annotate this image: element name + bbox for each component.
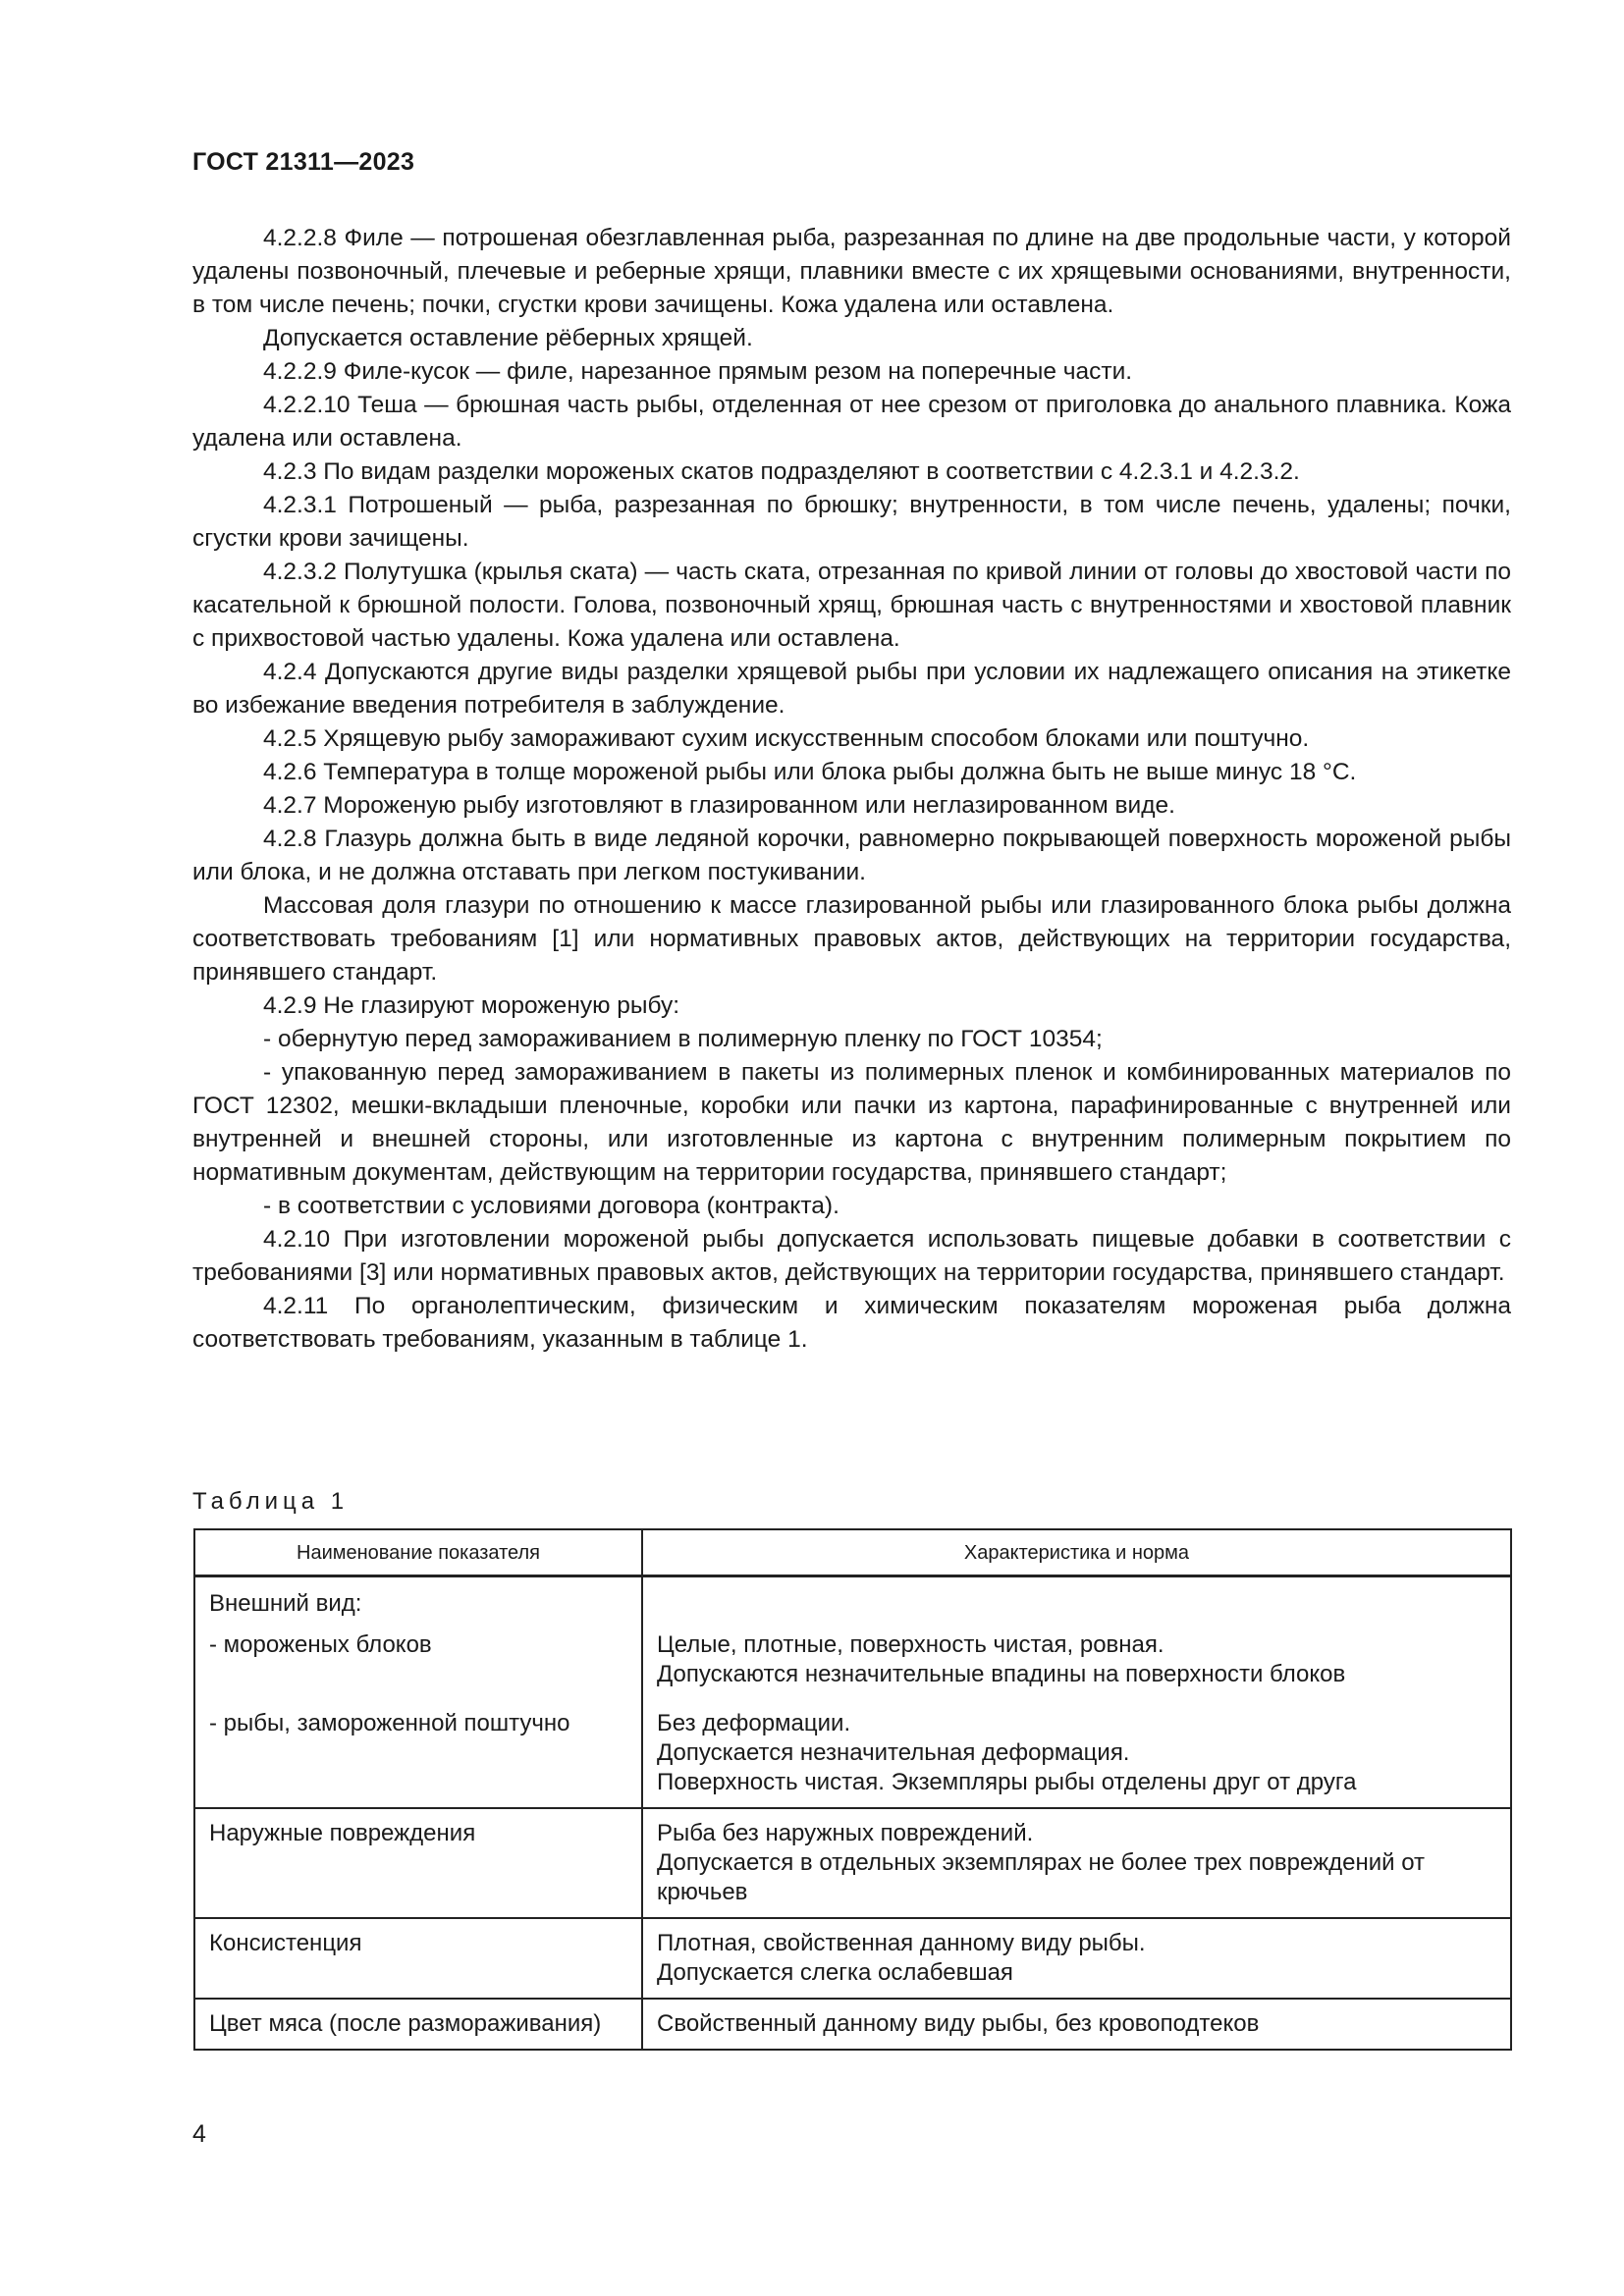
column-header: Наименование показателя [194,1529,642,1576]
table-spacer-row [194,1576,1511,1590]
table-caption: Таблица 1 [192,1488,350,1515]
table-cell [642,1808,1511,1918]
table-row [194,1808,1511,1918]
cell-line: Допускается незначительная деформация. [657,1739,1130,1766]
paragraph: 4.2.2.10 Теша — брюшная часть рыбы, отделенная от нее срезом от приголовка до анального плавника. Кожа удалена или оставлена. [192,392,1511,452]
paragraph: 4.2.5 Хрящевую рыбу замораживают сухим искусственным способом блоками или поштучно. [263,725,1310,752]
cell-line: Рыба без наружных повреждений. [657,1820,1034,1846]
list-item: - обернутую перед замораживанием в полимерную пленку по ГОСТ 10354; [263,1026,1103,1052]
list-item: - упакованную перед замораживанием в пакеты из полимерных пленок и комбинированных материалов по ГОСТ 12302, мешки-вкладыши пленочные, коробки или пачки из картона, парафинированные с внутренней или внутренней и внешней стороны, или изготовленные из картона с внутренним полимерным покрытием по нормативным документам, действующим на территории государства, принявшего стандарт; [192,1059,1511,1186]
table-cell [642,1589,1511,1630]
paragraph: Допускается оставление рёберных хрящей. [263,325,753,351]
cell-line: Без деформации. [657,1710,851,1736]
paragraph: 4.2.2.8 Филе — потрошеная обезглавленная рыба, разрезанная по длине на две продольные части, у которой удалены позвоночный, плечевые и реберные хрящи, плавники вместе с их хрящевыми основаниями, внутренности, в том числе печень; почки, сгустки крови зачищены. Кожа удалена или оставлена. [192,225,1511,318]
paragraph: Массовая доля глазури по отношению к массе глазированной рыбы или глазированного блока рыбы должна соответствовать требованиям [1] или нормативных правовых актов, действующих на территории государства, принявшего стандарт. [192,892,1511,986]
page-number: 4 [192,2120,206,2148]
table-cell [642,1630,1511,1709]
cell-line: Допускается в отдельных экземплярах не более трех повреждений от крючьев [657,1849,1426,1905]
paragraph: 4.2.9 Не глазируют мороженую рыбу: [263,992,680,1019]
table-cell: Цвет мяса (после размораживания) [194,1999,642,2050]
table-row [194,1589,1511,1630]
paragraph: 4.2.2.9 Филе-кусок — филе, нарезанное прямым резом на поперечные части. [263,358,1133,385]
document-header: ГОСТ 21311—2023 [192,148,415,176]
table-header-row [194,1529,1511,1576]
paragraph: 4.2.10 При изготовлении мороженой рыбы допускается использовать пищевые добавки в соответствии с требованиями [3] или нормативных правовых актов, действующих на территории государства, принявшего стандарт. [192,1226,1511,1286]
table-cell [642,1918,1511,1999]
paragraph: 4.2.3 По видам разделки мороженых скатов подразделяют в соответствии с 4.2.3.1 и 4.2.3.2. [263,458,1300,485]
table-cell: - рыбы, замороженной поштучно [194,1709,642,1808]
requirements-table [193,1528,1512,2051]
cell-line: Допускается слегка ослабевшая [657,1959,1013,1986]
table-cell [642,1999,1511,2050]
table-cell: Внешний вид: [194,1589,642,1630]
paragraph: 4.2.8 Глазурь должна быть в виде ледяной корочки, равномерно покрывающей поверхность мороженой рыбы или блока, и не должна отставать при легком постукивании. [192,826,1511,885]
cell-line: Допускаются незначительные впадины на поверхности блоков [657,1661,1346,1687]
table-cell [642,1709,1511,1808]
paragraph: 4.2.11 По органолептическим, физическим и химическим показателям мороженая рыба должна соответствовать требованиям, указанным в таблице 1. [192,1293,1511,1353]
table-cell: - мороженых блоков [194,1630,642,1709]
table-cell: Наружные повреждения [194,1808,642,1918]
cell-line: Целые, плотные, поверхность чистая, ровная. [657,1631,1164,1658]
paragraph: 4.2.6 Температура в толще мороженой рыбы или блока рыбы должна быть не выше минус 18 °С. [263,759,1357,785]
table-row [194,1999,1511,2050]
paragraph: 4.2.3.2 Полутушка (крылья ската) — часть ската, отрезанная по кривой линии от головы до хвостовой части по касательной к брюшной полости. Голова, позвоночный хрящ, брюшная часть с внутренностями и хвостовой плавник с прихвостовой частью удалены. Кожа удалена или оставлена. [192,559,1511,652]
cell-line: Свойственный данному виду рыбы, без кровоподтеков [657,2010,1260,2037]
column-header: Характеристика и норма [642,1529,1511,1576]
table-row [194,1918,1511,1999]
table-row [194,1630,1511,1709]
list-item: - в соответствии с условиями договора (контракта). [263,1193,839,1219]
table-row [194,1709,1511,1808]
paragraph: 4.2.4 Допускаются другие виды разделки хрящевой рыбы при условии их надлежащего описания на этикетке во избежание введения потребителя в заблуждение. [192,659,1511,719]
cell-line: Плотная, свойственная данному виду рыбы. [657,1930,1146,1956]
paragraph: 4.2.7 Мороженую рыбу изготовляют в глазированном или неглазированном виде. [263,792,1175,819]
cell-line: Поверхность чистая. Экземпляры рыбы отделены друг от друга [657,1769,1357,1795]
paragraph: 4.2.3.1 Потрошеный — рыба, разрезанная по брюшку; внутренности, в том числе печень, удалены; почки, сгустки крови зачищены. [192,492,1511,552]
body-text [192,222,1511,1357]
table-cell: Консистенция [194,1918,642,1999]
